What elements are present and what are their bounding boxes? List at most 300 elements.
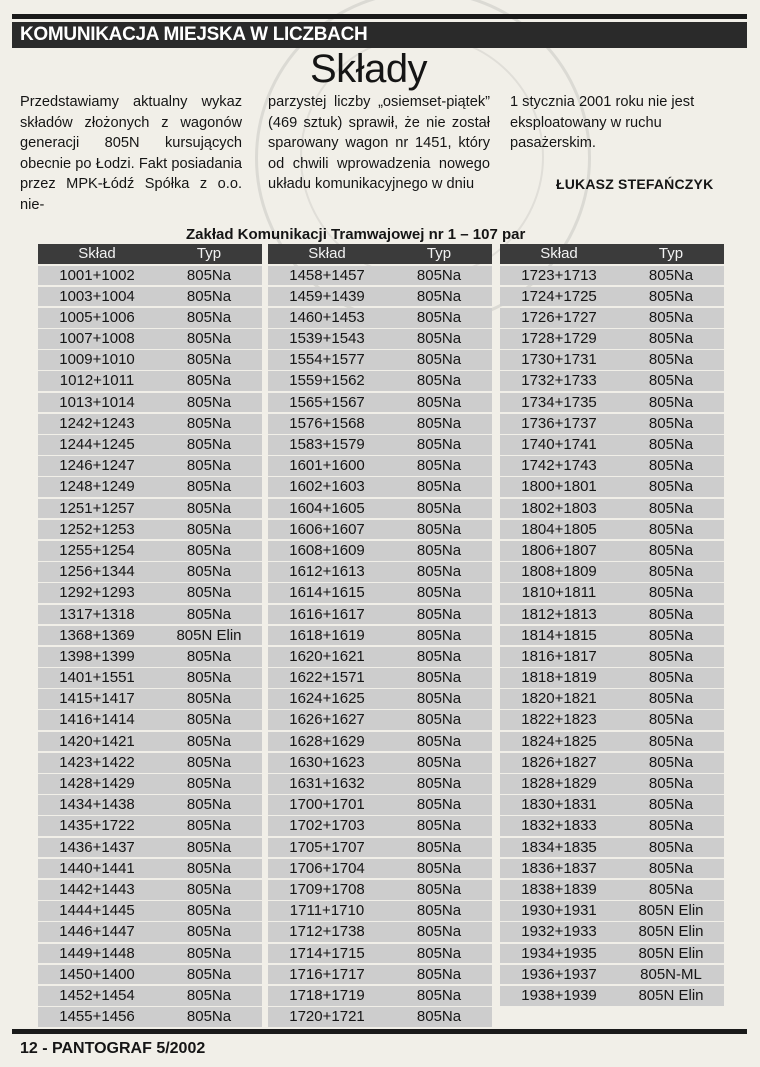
sklad-cell: 1709+1708 <box>289 880 365 898</box>
sklad-cell: 1934+1935 <box>521 944 597 962</box>
sklad-cell: 1616+1617 <box>289 605 365 623</box>
typ-cell: 805Na <box>416 287 462 305</box>
sklad-cell: 1816+1817 <box>521 647 597 665</box>
sklad-cell: 1423+1422 <box>59 753 135 771</box>
table-row <box>38 520 262 540</box>
table-row <box>38 668 262 688</box>
table-row <box>268 435 492 455</box>
typ-cell: 805Na <box>186 457 232 475</box>
typ-cell: 805Na <box>186 1008 232 1026</box>
sklad-cell: 1003+1004 <box>59 287 135 305</box>
typ-cell: 805Na <box>416 308 462 326</box>
typ-cell: 805Na <box>416 923 462 941</box>
table-row <box>500 986 724 1006</box>
sklad-cell: 1246+1247 <box>59 457 135 475</box>
sklad-cell: 1601+1600 <box>289 457 365 475</box>
typ-cell: 805N Elin <box>638 986 704 1004</box>
typ-cell: 805N Elin <box>638 944 704 962</box>
table-row <box>268 668 492 688</box>
table-row <box>268 477 492 497</box>
table-row <box>38 880 262 900</box>
sklad-cell: 1736+1737 <box>521 414 597 432</box>
sklad-cell: 1824+1825 <box>521 732 597 750</box>
table-row <box>500 541 724 561</box>
typ-cell: 805Na <box>648 838 694 856</box>
typ-cell: 805Na <box>648 520 694 538</box>
sklad-cell: 1446+1447 <box>59 923 135 941</box>
table-row <box>500 329 724 349</box>
table-row <box>500 414 724 434</box>
sklad-cell: 1628+1629 <box>289 732 365 750</box>
typ-cell: 805Na <box>186 923 232 941</box>
sklad-cell: 1723+1713 <box>521 266 597 284</box>
typ-cell: 805Na <box>648 541 694 559</box>
sklad-cell: 1602+1603 <box>289 478 365 496</box>
table-header <box>38 244 262 264</box>
sklad-cell: 1252+1253 <box>59 520 135 538</box>
sklad-cell: 1930+1931 <box>521 902 597 920</box>
page-title: Składy <box>310 47 428 91</box>
sklad-cell: 1802+1803 <box>521 499 597 517</box>
typ-cell: 805Na <box>186 330 232 348</box>
typ-cell: 805N-ML <box>640 965 702 983</box>
sklad-cell: 1820+1821 <box>521 690 597 708</box>
sklad-cell: 1730+1731 <box>521 351 597 369</box>
typ-cell: 805Na <box>416 838 462 856</box>
table-row <box>268 1007 492 1027</box>
table-row <box>38 795 262 815</box>
sklad-cell: 1740+1741 <box>521 436 597 453</box>
typ-cell: 805Na <box>416 436 462 453</box>
table-row <box>500 605 724 625</box>
sklad-cell: 1452+1454 <box>59 986 135 1004</box>
table-row <box>268 626 492 646</box>
typ-cell: 805Na <box>648 457 694 475</box>
typ-cell: 805Na <box>186 647 232 665</box>
typ-cell: 805N Elin <box>638 902 704 920</box>
typ-cell: 805Na <box>648 817 694 835</box>
typ-cell: 805Na <box>648 732 694 750</box>
section-header: KOMUNIKACJA MIEJSKA W LICZBACH <box>12 22 747 48</box>
sklad-cell: 1706+1704 <box>289 859 365 877</box>
typ-cell: 805Na <box>416 351 462 369</box>
table-row <box>500 965 724 985</box>
sklad-cell: 1810+1811 <box>521 584 597 602</box>
table-row <box>268 541 492 561</box>
table-row <box>500 668 724 688</box>
typ-cell: 805Na <box>416 880 462 898</box>
typ-cell: 805Na <box>416 372 462 390</box>
typ-cell: 805Na <box>648 711 694 729</box>
typ-cell: 805Na <box>648 287 694 305</box>
typ-cell: 805Na <box>416 986 462 1004</box>
sklad-cell: 1001+1002 <box>59 266 135 284</box>
sklad-cell: 1565+1567 <box>289 393 365 411</box>
typ-cell: 805Na <box>186 436 232 453</box>
typ-cell: 805Na <box>648 605 694 623</box>
typ-cell: 805Na <box>186 266 232 284</box>
typ-cell: 805Na <box>648 393 694 411</box>
table-row <box>268 562 492 582</box>
typ-cell: 805Na <box>648 499 694 517</box>
table-row <box>38 732 262 752</box>
typ-cell: 805Na <box>186 690 232 708</box>
typ-cell: 805Na <box>416 393 462 411</box>
table-row <box>38 435 262 455</box>
column-header-sklad: Skład <box>540 245 578 262</box>
typ-cell: 805Na <box>186 711 232 729</box>
typ-cell: 805Na <box>416 330 462 348</box>
table-row <box>500 308 724 328</box>
table-row <box>500 816 724 836</box>
typ-cell: 805Na <box>416 796 462 814</box>
typ-cell: 805Na <box>186 541 232 559</box>
sklad-cell: 1712+1738 <box>289 923 365 941</box>
typ-cell: 805Na <box>186 817 232 835</box>
sklad-cell: 1416+1414 <box>59 711 135 729</box>
typ-cell: 805Na <box>186 499 232 517</box>
table-row <box>38 816 262 836</box>
sklad-cell: 1317+1318 <box>59 605 135 623</box>
typ-cell: 805Na <box>648 308 694 326</box>
table-row <box>268 944 492 964</box>
sklad-cell: 1455+1456 <box>59 1008 135 1026</box>
table-row <box>268 520 492 540</box>
sklad-cell: 1732+1733 <box>521 372 597 390</box>
typ-cell: 805Na <box>416 753 462 771</box>
table-row <box>268 732 492 752</box>
sklad-cell: 1444+1445 <box>59 902 135 920</box>
sklad-cell: 1583+1579 <box>289 436 365 453</box>
sklad-cell: 1459+1439 <box>289 287 365 305</box>
sklad-cell: 1401+1551 <box>59 669 135 687</box>
table-row <box>38 477 262 497</box>
table-row <box>38 1007 262 1027</box>
sklad-cell: 1822+1823 <box>521 711 597 729</box>
sklad-cell: 1415+1417 <box>59 690 135 708</box>
typ-cell: 805Na <box>648 775 694 792</box>
typ-cell: 805Na <box>186 563 232 581</box>
table-row <box>268 838 492 858</box>
typ-cell: 805Na <box>416 1008 462 1026</box>
sklad-cell: 1626+1627 <box>289 711 365 729</box>
top-rule <box>12 14 747 19</box>
sklad-cell: 1714+1715 <box>289 944 365 962</box>
typ-cell: 805Na <box>648 690 694 708</box>
table-row <box>500 287 724 307</box>
typ-cell: 805Na <box>186 351 232 369</box>
table-row <box>500 350 724 370</box>
bottom-rule <box>12 1029 747 1034</box>
sklad-cell: 1718+1719 <box>289 986 365 1004</box>
table-row <box>268 414 492 434</box>
sklad-cell: 1009+1010 <box>59 351 135 369</box>
table-row <box>38 901 262 921</box>
sklad-cell: 1734+1735 <box>521 393 597 411</box>
sklad-cell: 1932+1933 <box>521 923 597 941</box>
sklad-cell: 1539+1543 <box>289 330 365 348</box>
table-row <box>268 456 492 476</box>
table-row <box>268 901 492 921</box>
typ-cell: 805Na <box>186 605 232 623</box>
typ-cell: 805Na <box>648 647 694 665</box>
typ-cell: 805Na <box>416 902 462 920</box>
table-row <box>38 922 262 942</box>
table-row <box>38 371 262 391</box>
column-header-typ: Typ <box>426 245 452 262</box>
sklad-cell: 1554+1577 <box>289 351 365 369</box>
typ-cell: 805Na <box>416 499 462 517</box>
typ-cell: 805Na <box>186 944 232 962</box>
table-row <box>268 605 492 625</box>
sklad-cell: 1242+1243 <box>59 414 135 432</box>
typ-cell: 805Na <box>186 986 232 1004</box>
table-row <box>38 838 262 858</box>
typ-cell: 805Na <box>416 647 462 665</box>
typ-cell: 805Na <box>648 753 694 771</box>
sklad-cell: 1830+1831 <box>521 796 597 814</box>
table-row <box>38 329 262 349</box>
sklad-cell: 1808+1809 <box>521 563 597 581</box>
sklad-cell: 1458+1457 <box>289 266 365 284</box>
sklad-cell: 1434+1438 <box>59 796 135 814</box>
table-row <box>500 626 724 646</box>
table-row <box>268 795 492 815</box>
sklad-cell: 1460+1453 <box>289 308 365 326</box>
table-row <box>268 753 492 773</box>
typ-cell: 805Na <box>416 457 462 475</box>
table-row <box>500 499 724 519</box>
typ-cell: 805Na <box>416 605 462 623</box>
sklad-cell: 1248+1249 <box>59 478 135 496</box>
sklad-cell: 1435+1722 <box>59 817 135 835</box>
table-row <box>38 986 262 1006</box>
sklad-cell: 1838+1839 <box>521 880 597 898</box>
table-row <box>38 562 262 582</box>
sklad-cell: 1804+1805 <box>521 520 597 538</box>
table-row <box>268 583 492 603</box>
column-header-typ: Typ <box>658 245 684 262</box>
table-row <box>268 350 492 370</box>
typ-cell: 805Na <box>416 563 462 581</box>
sklad-cell: 1938+1939 <box>521 986 597 1004</box>
table-block-3 <box>500 244 724 1006</box>
sklad-cell: 1818+1819 <box>521 669 597 687</box>
table-row <box>268 287 492 307</box>
sklad-cell: 1724+1725 <box>521 287 597 305</box>
sklad-cell: 1449+1448 <box>59 944 135 962</box>
sklad-cell: 1828+1829 <box>521 775 597 792</box>
sklad-cell: 1702+1703 <box>289 817 365 835</box>
article-column-1: Przedstawiamy aktualny wykaz składów złożonych z wagonów generacji 805N kursujących obecnie po Łodzi. Fakt posiadania przez MPK-Łódź Spółka z o.o. nie- <box>20 94 242 213</box>
sklad-cell: 1624+1625 <box>289 690 365 708</box>
table-row <box>500 774 724 794</box>
sklad-cell: 1705+1707 <box>289 838 365 856</box>
typ-cell: 805Na <box>186 880 232 898</box>
sklad-cell: 1711+1710 <box>289 902 365 920</box>
typ-cell: 805Na <box>648 372 694 390</box>
typ-cell: 805Na <box>416 965 462 983</box>
typ-cell: 805Na <box>416 414 462 432</box>
typ-cell: 805Na <box>416 266 462 284</box>
table-row <box>38 308 262 328</box>
typ-cell: 805Na <box>416 944 462 962</box>
typ-cell: 805Na <box>186 965 232 983</box>
table-row <box>38 350 262 370</box>
author-name: ŁUKASZ STEFAŃCZYK <box>556 176 714 192</box>
article-column-3: 1 stycznia 2001 roku nie jest eksploatowany w ruchu pasażerskim. <box>510 94 695 152</box>
typ-cell: 805Na <box>416 626 462 644</box>
table-row <box>38 583 262 603</box>
typ-cell: 805Na <box>648 669 694 687</box>
typ-cell: 805Na <box>186 393 232 411</box>
table-row <box>38 710 262 730</box>
table-row <box>500 266 724 286</box>
sklad-cell: 1631+1632 <box>289 775 365 792</box>
sklad-cell: 1620+1621 <box>289 647 365 665</box>
table-row <box>500 753 724 773</box>
table-row <box>38 689 262 709</box>
typ-cell: 805Na <box>186 520 232 538</box>
typ-cell: 805Na <box>186 732 232 750</box>
sklad-cell: 1826+1827 <box>521 753 597 771</box>
typ-cell: 805Na <box>416 732 462 750</box>
table-row <box>268 816 492 836</box>
sklad-cell: 1292+1293 <box>59 584 135 602</box>
sklad-cell: 1614+1615 <box>289 584 365 602</box>
table-row <box>38 605 262 625</box>
table-row <box>38 266 262 286</box>
table-row <box>500 562 724 582</box>
typ-cell: 805Na <box>648 266 694 284</box>
table-row <box>38 965 262 985</box>
table-row <box>268 647 492 667</box>
table-row <box>38 456 262 476</box>
table-caption: Zakład Komunikacji Tramwajowej nr 1 – 107 par <box>186 226 526 243</box>
sklad-cell: 1618+1619 <box>289 626 365 644</box>
sklad-cell: 1728+1729 <box>521 330 597 348</box>
sklad-cell: 1576+1568 <box>289 414 365 432</box>
table-row <box>500 689 724 709</box>
typ-cell: 805Na <box>416 669 462 687</box>
sklad-cell: 1606+1607 <box>289 520 365 538</box>
sklad-cell: 1251+1257 <box>59 499 135 517</box>
typ-cell: 805Na <box>186 902 232 920</box>
sklad-cell: 1814+1815 <box>521 626 597 644</box>
table-row <box>500 795 724 815</box>
table-block-2 <box>268 244 492 1027</box>
sklad-cell: 1442+1443 <box>59 880 135 898</box>
column-header-typ: Typ <box>196 245 222 262</box>
typ-cell: 805Na <box>416 711 462 729</box>
sklad-cell: 1368+1369 <box>59 626 135 644</box>
typ-cell: 805Na <box>186 478 232 496</box>
table-row <box>500 583 724 603</box>
typ-cell: 805Na <box>186 669 232 687</box>
table-row <box>38 414 262 434</box>
sklad-cell: 1834+1835 <box>521 838 597 856</box>
sklad-cell: 1398+1399 <box>59 647 135 665</box>
typ-cell: 805Na <box>648 351 694 369</box>
table-row <box>38 626 262 646</box>
table-row <box>268 986 492 1006</box>
table-row <box>38 944 262 964</box>
sklad-cell: 1806+1807 <box>521 541 597 559</box>
table-row <box>500 456 724 476</box>
article-column-2: parzystej liczby „osiemset-piątek” (469 sztuk) sprawił, że nie został sparowany wagon nr 1451, który od chwili wprowadzenia nowego układu komunikacyjnego w dniu <box>268 94 490 193</box>
typ-cell: 805Na <box>416 817 462 835</box>
typ-cell: 805Na <box>416 775 462 792</box>
table-row <box>500 922 724 942</box>
table-row <box>500 859 724 879</box>
table-row <box>38 647 262 667</box>
sklad-cell: 1836+1837 <box>521 859 597 877</box>
typ-cell: 805Na <box>186 584 232 602</box>
table-row <box>268 329 492 349</box>
table-row <box>38 859 262 879</box>
table-row <box>500 435 724 455</box>
typ-cell: 805Na <box>186 859 232 877</box>
table-row <box>500 838 724 858</box>
sklad-cell: 1612+1613 <box>289 563 365 581</box>
table-row <box>268 371 492 391</box>
typ-cell: 805Na <box>416 690 462 708</box>
table-row <box>500 477 724 497</box>
typ-cell: 805Na <box>648 796 694 814</box>
typ-cell: 805Na <box>648 626 694 644</box>
sklad-cell: 1716+1717 <box>289 965 365 983</box>
sklad-cell: 1726+1727 <box>521 308 597 326</box>
table-row <box>500 520 724 540</box>
sklad-cell: 1800+1801 <box>521 478 597 496</box>
typ-cell: 805Na <box>416 584 462 602</box>
typ-cell: 805Na <box>186 308 232 326</box>
sklad-cell: 1244+1245 <box>59 436 135 453</box>
table-row <box>38 287 262 307</box>
sklad-cell: 1255+1254 <box>59 541 135 559</box>
sklad-cell: 1936+1937 <box>521 965 597 983</box>
table-row <box>268 965 492 985</box>
typ-cell: 805Na <box>416 859 462 877</box>
table-row <box>268 689 492 709</box>
table-row <box>500 944 724 964</box>
typ-cell: 805Na <box>648 880 694 898</box>
typ-cell: 805Na <box>186 287 232 305</box>
table-row <box>268 499 492 519</box>
sklad-cell: 1559+1562 <box>289 372 365 390</box>
table-header <box>268 244 492 264</box>
typ-cell: 805Na <box>186 838 232 856</box>
sklad-cell: 1622+1571 <box>289 669 365 687</box>
typ-cell: 805Na <box>648 330 694 348</box>
sklad-cell: 1012+1011 <box>59 372 135 390</box>
sklad-cell: 1005+1006 <box>59 308 135 326</box>
sklad-cell: 1720+1721 <box>289 1008 365 1026</box>
sklad-cell: 1608+1609 <box>289 541 365 559</box>
sklad-cell: 1256+1344 <box>59 563 135 581</box>
sklad-cell: 1007+1008 <box>59 330 135 348</box>
sklad-cell: 1630+1623 <box>289 753 365 771</box>
typ-cell: 805Na <box>648 414 694 432</box>
typ-cell: 805Na <box>416 541 462 559</box>
table-row <box>268 308 492 328</box>
table-row <box>268 859 492 879</box>
typ-cell: 805Na <box>186 775 232 792</box>
table-row <box>268 880 492 900</box>
typ-cell: 805Na <box>186 372 232 390</box>
typ-cell: 805Na <box>186 753 232 771</box>
table-block-1 <box>38 244 262 1027</box>
